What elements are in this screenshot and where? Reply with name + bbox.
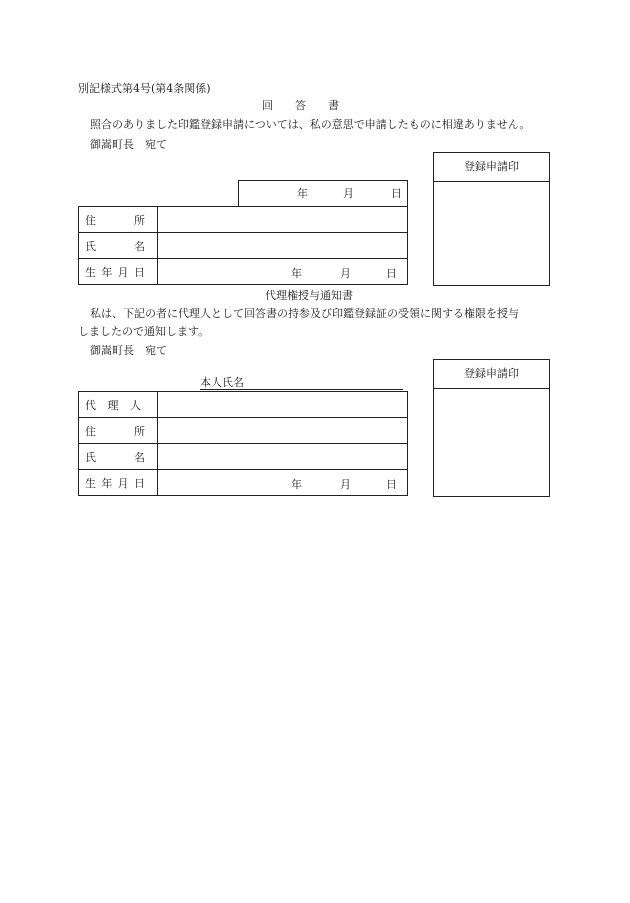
reply-date-month: 月	[343, 187, 354, 200]
proxy-seal-label: 登録申請印	[434, 360, 549, 389]
reply-seal-label: 登録申請印	[434, 153, 549, 182]
proxy-birthdate-field[interactable]	[158, 470, 408, 496]
reply-date-box	[238, 180, 408, 206]
table-row	[79, 470, 408, 496]
reply-title: 回 答 書	[262, 99, 339, 112]
reply-statement: 照合のありました印鑑登録申請については、私の意思で申請したものに相違ありません。	[90, 118, 531, 131]
proxy-birth-month: 月	[340, 478, 351, 491]
proxy-agent-field[interactable]	[158, 392, 408, 418]
form-number: 別記様式第4号(第4条関係)	[78, 82, 211, 95]
proxy-name-label: 氏 名	[79, 444, 158, 470]
table-row	[79, 444, 408, 470]
proxy-seal-box[interactable]	[433, 359, 550, 497]
reply-address-label: 住 所	[79, 207, 158, 233]
proxy-agent-label: 代 理 人	[79, 392, 158, 418]
proxy-address-label: 住 所	[79, 418, 158, 444]
reply-table	[78, 206, 408, 285]
proxy-birth-year: 年	[291, 478, 302, 491]
reply-name-label: 氏 名	[79, 233, 158, 259]
proxy-name-field[interactable]	[158, 444, 408, 470]
reply-name-field[interactable]	[158, 233, 408, 259]
reply-birthdate-field[interactable]	[158, 259, 408, 285]
proxy-addressee: 御嵩町長 宛て	[90, 344, 167, 357]
proxy-birthdate-label: 生 年 月 日	[79, 470, 158, 496]
principal-name-line[interactable]	[200, 389, 403, 390]
reply-birth-year: 年	[291, 267, 302, 280]
proxy-table	[78, 391, 408, 496]
reply-date-day: 日	[391, 187, 402, 200]
proxy-address-field[interactable]	[158, 418, 408, 444]
table-row	[79, 259, 408, 285]
proxy-statement-line2: しましたので通知します。	[78, 325, 210, 338]
reply-addressee: 御嵩町長 宛て	[90, 138, 167, 151]
reply-seal-box[interactable]	[433, 152, 550, 286]
proxy-birth-day: 日	[386, 478, 397, 491]
reply-birthdate-label: 生 年 月 日	[79, 259, 158, 285]
reply-address-field[interactable]	[158, 207, 408, 233]
proxy-statement-line1: 私は、下記の者に代理人として回答書の持参及び印鑑登録証の受領に関する権限を授与	[90, 307, 519, 320]
reply-birth-day: 日	[386, 267, 397, 280]
principal-name-label: 本人氏名	[200, 376, 244, 389]
table-row	[79, 392, 408, 418]
table-row	[79, 207, 408, 233]
table-row	[79, 418, 408, 444]
reply-birth-month: 月	[340, 267, 351, 280]
proxy-title: 代理権授与通知書	[265, 289, 353, 302]
table-row	[79, 233, 408, 259]
reply-date-year: 年	[297, 187, 308, 200]
